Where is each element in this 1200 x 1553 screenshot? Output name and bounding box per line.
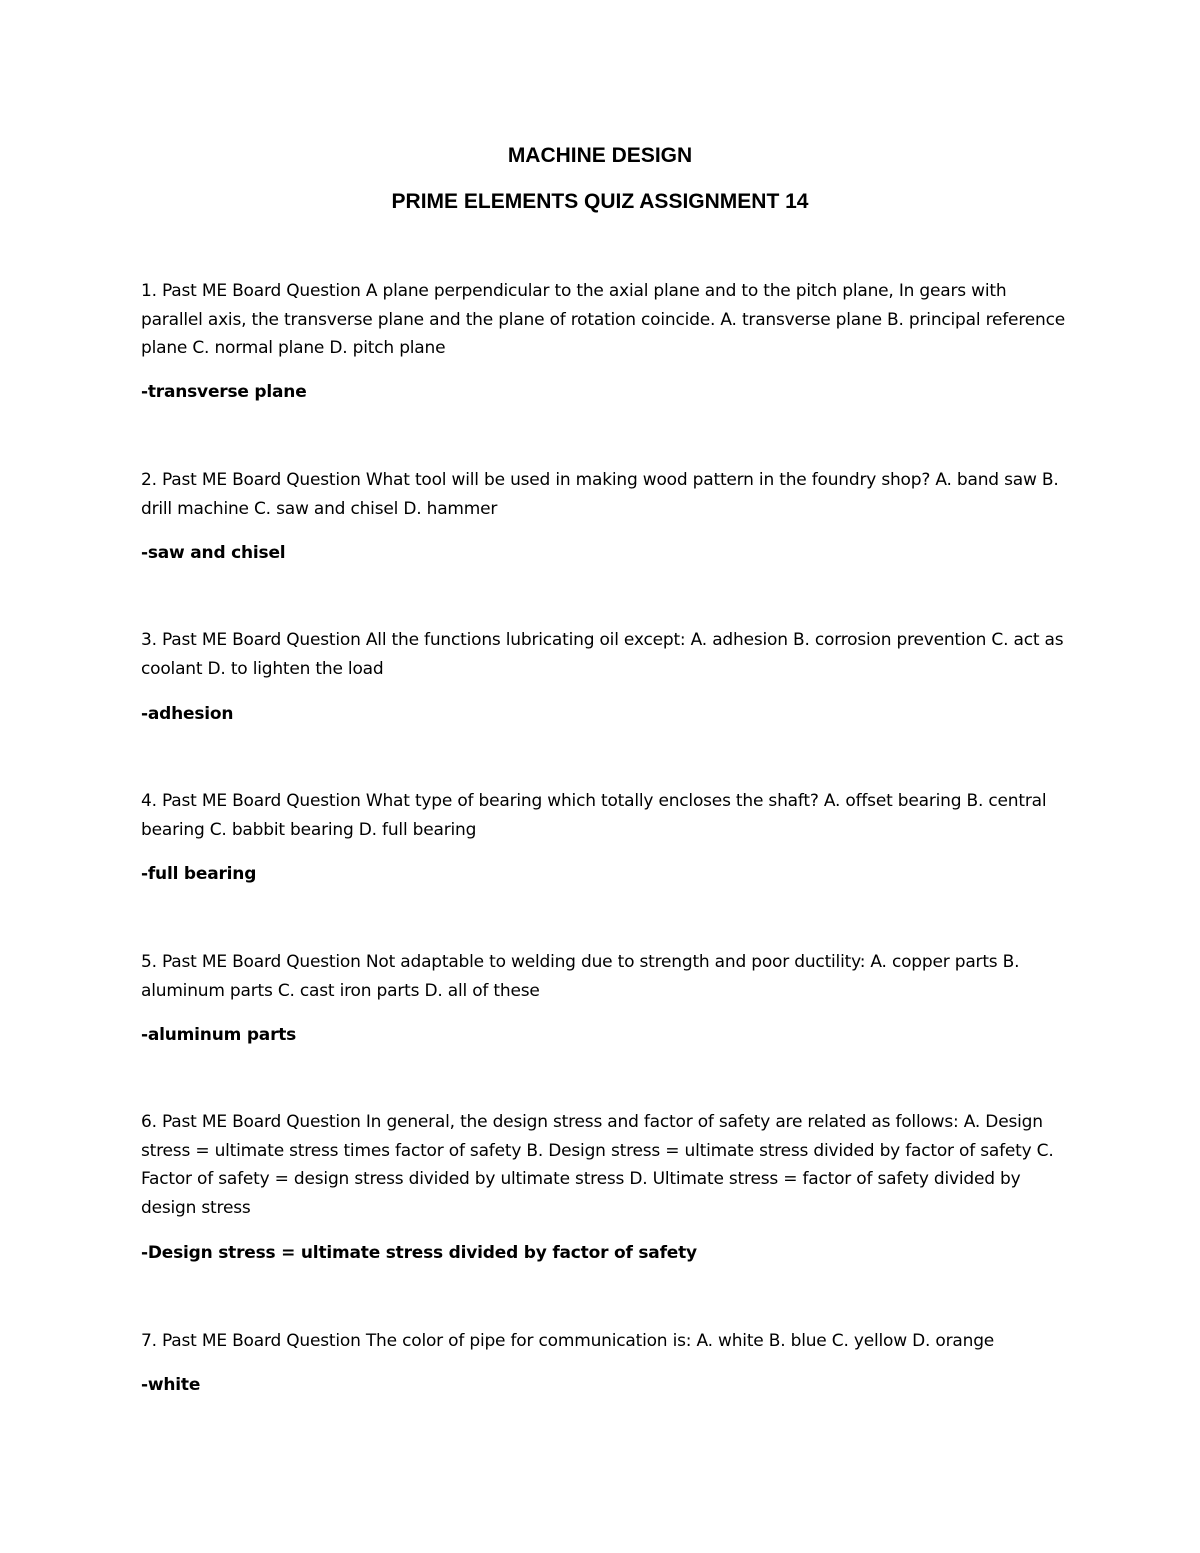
answer-3: -adhesion: [141, 704, 234, 724]
answer-5: -aluminum parts: [141, 1025, 297, 1045]
answer-1: -transverse plane: [141, 382, 307, 402]
question-2: 2. Past ME Board Question What tool will be used in making wood pattern in the foundry shop? A. band saw B. drill machine C. saw and chisel D. hammer: [141, 470, 1059, 519]
document-title: MACHINE DESIGN: [507, 144, 693, 167]
question-6: 6. Past ME Board Question In general, the design stress and factor of safety are related as follows: A. Design stress = ultimate stress times factor of safety B. Design stress = ultimate stress divided by factor of safety C. Factor of safety = design stress divided by ultimate stress D. Ultimate stress = factor of safety divided by design stress: [141, 1112, 1054, 1218]
question-1: 1. Past ME Board Question A plane perpendicular to the axial plane and to the pitch plane, In gears with parallel axis, the transverse plane and the plane of rotation coincide. A. transverse plane B. principal reference plane C. normal plane D. pitch plane: [141, 281, 1065, 358]
answer-2: -saw and chisel: [141, 543, 286, 563]
answer-4: -full bearing: [141, 864, 257, 884]
question-3: 3. Past ME Board Question All the functions lubricating oil except: A. adhesion B. corrosion prevention C. act as coolant D. to lighten the load: [141, 630, 1064, 679]
question-5: 5. Past ME Board Question Not adaptable to welding due to strength and poor ductility: A. copper parts B. aluminum parts C. cast iron parts D. all of these: [141, 952, 1020, 1001]
document-subtitle: PRIME ELEMENTS QUIZ ASSIGNMENT 14: [391, 190, 809, 213]
answer-6: -Design stress = ultimate stress divided by factor of safety: [141, 1243, 697, 1263]
question-4: 4. Past ME Board Question What type of bearing which totally encloses the shaft? A. offset bearing B. central bearing C. babbit bearing D. full bearing: [141, 791, 1047, 840]
question-7: 7. Past ME Board Question The color of pipe for communication is: A. white B. blue C. yellow D. orange: [141, 1331, 995, 1351]
answer-7: -white: [141, 1375, 201, 1395]
